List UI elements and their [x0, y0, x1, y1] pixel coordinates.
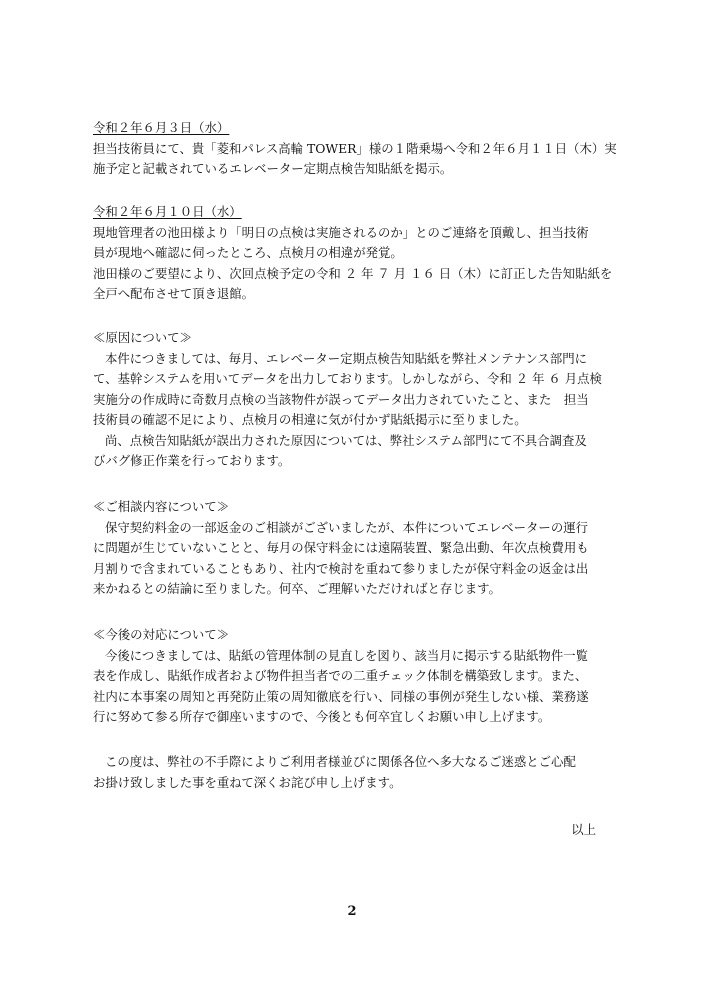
text-line: 現地管理者の池田様より「明日の点検は実施されるのか」とのご連絡を頂戴し、担当技術 [93, 224, 589, 240]
text-line: 今後につきましては、貼紙の管理体制の見直しを図り、該当月に掲示する貼紙物件一覧 [105, 647, 588, 663]
text-line: びバグ修正作業を行っております。 [93, 453, 291, 468]
text-line: て、基幹システムを用いてデータを出力しております。しかしながら、令和 ２ 年 ６ 月点検 [93, 371, 602, 386]
text-line: 社内に本事案の周知と再発防止策の周知徹底を行い、同様の事例が発生しない様、業務遂 [93, 688, 589, 704]
text-line: 行に努めて参る所存で御座いますので、今後とも何卒宜しくお願い申し上げます。 [93, 709, 551, 724]
text-line: 月割りで含まれていることもあり、社内で検討を重ねて参りましたが保守料金の返金は出 [93, 560, 589, 576]
text-line: この度は、弊社の不手際によりご利用者様並びに関係各位へ多大なるご迷惑とご心配 [105, 754, 576, 769]
section-june-10 [93, 202, 613, 305]
end-mark: 以上 [571, 822, 596, 837]
text-line: 員が現地へ確認に伺ったところ、点検月の相違が発覚。 [93, 245, 403, 260]
section-heading: ≪今後の対応について≫ [93, 627, 230, 642]
text-line: 表を作成し、貼紙作成者および物件担当者での二重チェック体制を構築致します。また、 [93, 668, 588, 683]
text-line: 実施分の作成時に奇数月点検の当該物件が誤ってデータ出力されていたこと、また 担当 [93, 391, 589, 407]
date-heading: 令和２年６月３日（水） [93, 120, 230, 135]
section-future [93, 625, 613, 728]
text-line: 本件につきましては、毎月、エレベーター定期点検告知貼紙を弊社メンテナンス部門に [105, 350, 587, 366]
text-line: に問題が生じていないことと、毎月の保守料金には遠隔装置、緊急出動、年次点検費用も [93, 540, 589, 555]
text-line: 保守契約料金の一部返金のご相談がございましたが、本件についてエレベーターの運行 [105, 519, 588, 535]
text-line: 全戸へ配布させて頂き退館。 [93, 286, 255, 301]
section-heading: ≪原因について≫ [93, 330, 192, 345]
text-line: 池田様のご要望により、次回点検予定の令和 ２ 年 ７ 月 １６ 日（木）に訂正した告知貼紙を [93, 265, 613, 281]
section-consultation [93, 497, 613, 600]
text-line: 担当技術員にて、貴「菱和パレス高輪 TOWER」様の１階乗場へ令和２年６月１１日（木）実 [93, 140, 617, 156]
section-closing [93, 752, 613, 793]
text-line: 来かねるとの結論に至りました。何卒、ご理解いただければと存じます。 [93, 581, 501, 596]
section-cause [93, 328, 613, 472]
text-line: 尚、点検告知貼紙が誤出力された原因については、弊社システム部門にて不具合調査及 [105, 432, 587, 448]
text-line: 技術員の確認不足により、点検月の相違に気が付かず貼紙掲示に至りました。 [93, 412, 527, 427]
text-line: お掛け致しました事を重ねて深くお詫び申し上げます。 [93, 774, 402, 790]
page-number: 2 [347, 904, 357, 919]
text-line: 施予定と記載されているエレベーター定期点検告知貼紙を掲示。 [93, 161, 453, 176]
section-june-3 [93, 118, 617, 180]
date-heading: 令和２年６月１０日（水） [93, 204, 242, 219]
section-heading: ≪ご相談内容について≫ [93, 499, 230, 514]
